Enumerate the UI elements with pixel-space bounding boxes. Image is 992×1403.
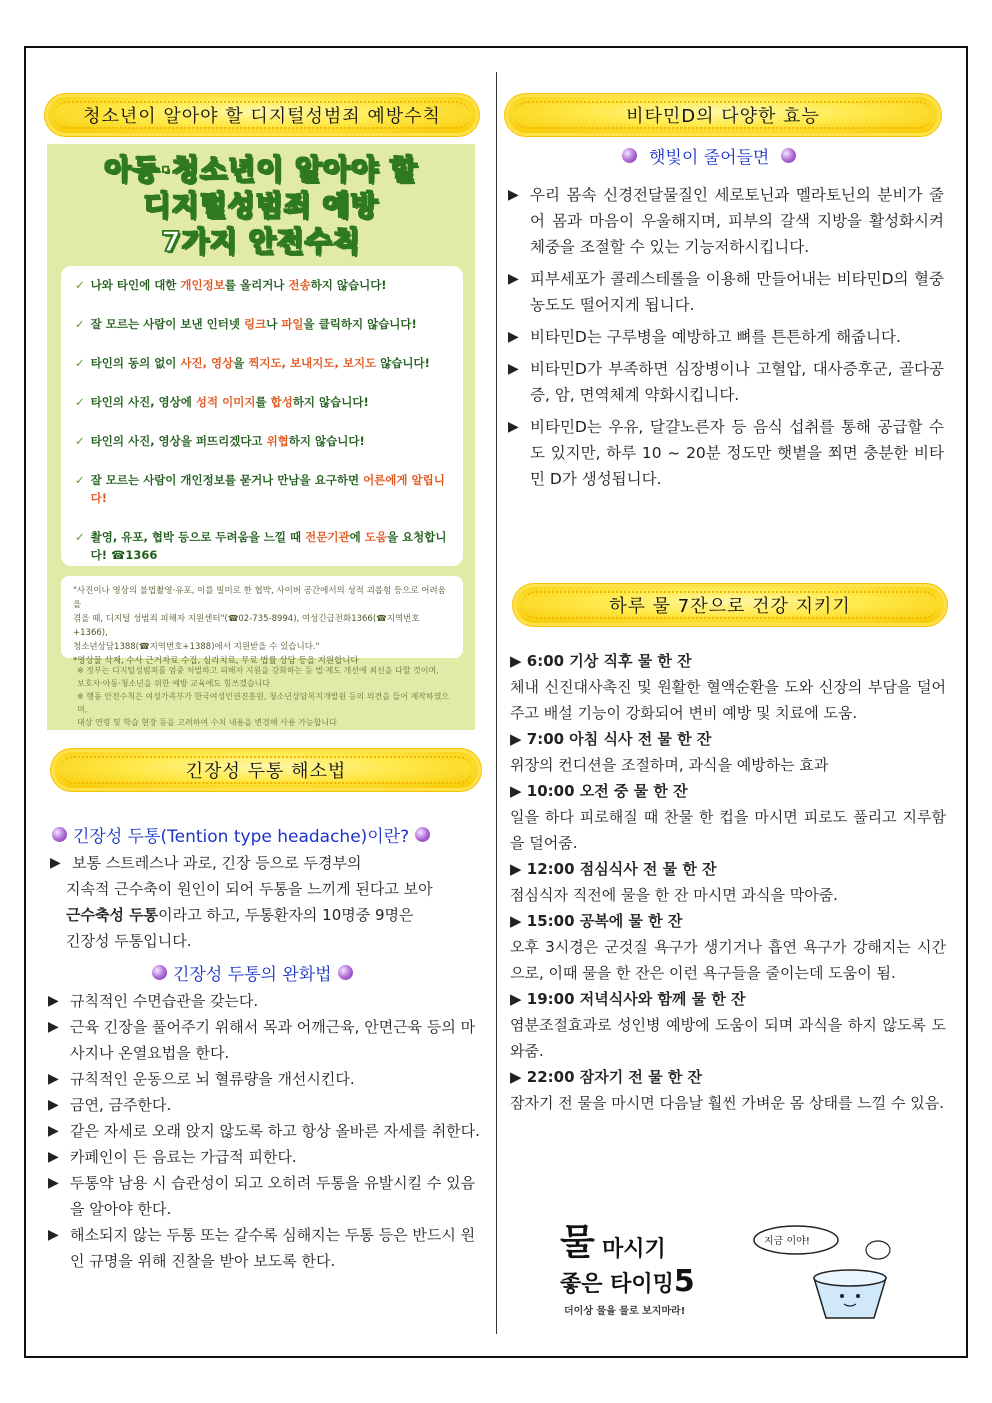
gem-icon [781,148,796,163]
gem-icon [152,965,167,980]
bullet-icon: ▶ [508,361,519,377]
list-item: ▶ 규칙적인 수면습관을 갖는다. [48,988,486,1014]
bullet-icon: ▶ [510,652,527,670]
list-item: ▶ 비타민D가 부족하면 심장병이나 고혈압, 대사증후군, 골다공증, 암, 면역체계 약화시킵니다. [508,356,944,408]
water-time-heading: ▶ 12:00 점심식사 전 물 한 잔 [510,860,717,878]
bullet-icon: ▶ [508,419,519,435]
water-time-heading: ▶ 15:00 공복에 물 한 잔 [510,912,683,930]
bullet-icon: ▶ [48,1019,59,1035]
gem-icon [415,827,430,842]
list-item: ▶ 같은 자세로 오래 앉지 않도록 하고 항상 올바른 자세를 취한다. [48,1118,486,1144]
bullet-icon: ▶ [48,1097,59,1113]
bullet-icon: ▶ [50,855,61,871]
check-icon: ✓ [75,356,85,370]
bullet-icon: ▶ [48,1071,59,1087]
safety-poster [47,144,475,730]
list-item: ▶ 비타민D는 구루병을 예방하고 뼈를 튼튼하게 해줍니다. [508,324,944,350]
water-time-heading: ▶ 19:00 저녁식사와 함께 물 한 잔 [510,990,746,1008]
list-item: ▶ 피부세포가 콜레스테롤을 이용해 만들어내는 비타민D의 혈중농도도 떨어지게 됩니다. [508,266,944,318]
bullet-icon: ▶ [508,187,519,203]
water-timing-logo: 물 마시기 좋은 타이밍5 지금 이야! 더이상 물을 물로 보지마라! [556,1220,916,1320]
bullet-icon: ▶ [510,1068,527,1086]
water-time-description: 오후 3시경은 군것질 욕구가 생기거나 흡연 욕구가 강해지는 시간으로, 이때 물을 한 잔은 이런 욕구들을 줄이는데 도움이 됨. [510,938,946,982]
check-icon: ✓ [75,317,85,331]
water-time-description: 점심식자 직전에 물을 한 잔 마시면 과식을 막아줌. [510,886,838,904]
header-digital-crime: 청소년이 알아야 할 디지털성범죄 예방수칙 [48,97,476,133]
water-time-description: 위장의 컨디션을 조절하며, 과식을 예방하는 효과 [510,756,829,774]
subhead-headache-definition: 긴장성 두통(Tention type headache)이란? [52,822,430,847]
bullet-icon: ▶ [48,993,59,1009]
list-item: ▶ 카페인이 든 음료는 가급적 피한다. [48,1144,486,1170]
poster-title: 아동·청소년이 알아야 할 디지털성범죄 예방 7가지 안전수칙 [104,153,418,258]
check-icon: ✓ [75,278,85,292]
bullet-icon: ▶ [48,1175,59,1191]
poster-rule-item: ✓ 타인의 사진, 영상을 퍼뜨리겠다고 위협하지 않습니다! [75,434,365,448]
water-time-description: 염분조절효과로 성인병 예방에 도움이 되며 과식을 하지 않도록 도와줌. [510,1016,946,1060]
water-time-description: 잠자기 전 물을 마시면 다음날 훨씬 가벼운 몸 상태를 느낄 수 있음. [510,1094,944,1112]
poster-rule-item: ✓ 타인의 사진, 영상에 성적 이미지를 합성하지 않습니다! [75,395,369,409]
water-time-heading: ▶ 6:00 기상 직후 물 한 잔 [510,652,692,670]
gem-icon [622,148,637,163]
bullet-icon: ▶ [510,782,527,800]
poster-note: "사진이나 영상의 불법촬영·유포, 이를 빌미로 한 협박, 사이버 공간에서의 성적 괴롭힘 등으로 어려움을 겪을 때, 디지털 성범죄 피해자 지원센터"(☎02-735-8994), 여성긴급전화1366(☎지역번호+1366), 청소년상담1388(☎지역번호+1388)에서 지원받을 수 있습니다." *영상물 삭제, 수사 근거자료 수집, 심리치료, 무료 법률 상담 등을 지원합니다 [61,576,463,658]
bullet-icon: ▶ [510,990,527,1008]
bullet-icon: ▶ [510,730,527,748]
poster-rules-box [61,266,463,566]
vitamin-d-list [508,182,944,498]
check-icon: ✓ [75,530,85,544]
list-item: ▶ 근육 긴장을 풀어주기 위해서 목과 어깨근육, 안면근육 등의 마사지나 온열요법을 한다. [48,1014,486,1066]
gem-icon [338,965,353,980]
list-item: ▶ 규칙적인 운동으로 뇌 혈류량을 개선시킨다. [48,1066,486,1092]
water-time-description: 체내 신진대사촉진 및 원활한 혈액순환을 도와 신장의 부담을 덜어 주고 배설 기능이 강화되어 변비 예방 및 치료에 도움. [510,678,946,722]
water-time-heading: ▶ 22:00 잠자기 전 물 한 잔 [510,1068,703,1086]
column-divider [496,72,497,1334]
subhead-headache-relief: 긴장성 두통의 완화법 [152,960,353,985]
check-icon: ✓ [75,395,85,409]
bullet-icon: ▶ [48,1149,59,1165]
list-item: ▶ 우리 몸속 신경전달물질인 세로토닌과 멜라토닌의 분비가 줄어 몸과 마음이 우울해지며, 피부의 갈색 지방을 활성화시켜 체중을 조절할 수 있는 기능저하시킵니다. [508,182,944,260]
water-time-description: 일을 하다 피로해질 때 찬물 한 컵을 마시면 피로도 풀리고 지루함을 덜어줌. [510,808,946,852]
check-icon: ✓ [75,473,85,487]
water-time-heading: ▶ 10:00 오전 중 물 한 잔 [510,782,688,800]
poster-rule-item: ✓ 나와 타인에 대한 개인정보를 올리거나 전송하지 않습니다! [75,278,387,292]
bullet-icon: ▶ [508,329,519,345]
list-item: ▶ 금연, 금주한다. [48,1092,486,1118]
bullet-icon: ▶ [510,912,527,930]
poster-rule-item: ✓ 잘 모르는 사람이 보낸 인터넷 링크나 파일을 클릭하지 않습니다! [75,317,417,331]
header-water: 하루 물 7잔으로 건강 지키기 [516,587,944,623]
bullet-icon: ▶ [48,1123,59,1139]
bullet-icon: ▶ [508,271,519,287]
header-vitamin-d: 비타민D의 다양한 효능 [508,97,938,133]
poster-rule-item: ✓ 타인의 동의 없이 사진, 영상을 찍지도, 보내지도, 보지도 않습니다! [75,356,430,370]
water-time-heading: ▶ 7:00 아침 식사 전 물 한 잔 [510,730,712,748]
headache-definition: ▶ 보통 스트레스나 과로, 긴장 등으로 두경부의 지속적 근수축이 원인이 되어 두통을 느끼게 된다고 보아 근수축성 두통이라고 하고, 두통환자의 10명중 9명은 긴장성 두통입니다. [50,850,486,954]
poster-rule-item: ✓ 촬영, 유포, 협박 등으로 두려움을 느낄 때 전문기관에 도움을 요청합니다! ☎1366 [75,530,447,562]
bullet-icon: ▶ [48,1227,59,1243]
gem-icon [52,827,67,842]
header-headache: 긴장성 두통 해소법 [54,752,478,788]
subhead-sunlight: 햇빛이 줄어들면 [622,143,796,168]
poster-rule-item: ✓ 잘 모르는 사람이 개인정보를 묻거나 만남을 요구하면 어른에게 알립니다! [75,473,445,505]
check-icon: ✓ [75,434,85,448]
bullet-icon: ▶ [510,860,527,878]
list-item: ▶ 두통약 남용 시 습관성이 되고 오히려 두통을 유발시킬 수 있음을 알아야 한다. [48,1170,486,1222]
list-item: ▶ 비타민D는 우유, 달걀노른자 등 음식 섭취를 통해 공급할 수도 있지만, 하루 10 ~ 20분 정도만 햇볕을 쬐면 충분한 비타민 D가 생성됩니다. [508,414,944,492]
poster-footnote: ※ 정부는 디지털성범죄를 엄중 처벌하고 피해자 지원을 강화하는 등 법·제도 개선에 최선을 다할 것이며, 보호자·아동·청소년을 위한 예방 교육에도 힘쓰겠습니다 ※ 행동 안전수칙은 여성가족부가 한국여성인권진흥원, 청소년상담복지개발원 등의 의견을 들어 제작하였으며, 대상 연령 및 학습 현장 등을 고려하여 수치 내용을 변경해 사용 가능합니다 [77,666,450,727]
water-schedule [510,648,946,1116]
headache-relief-list [48,988,486,1274]
list-item: ▶ 해소되지 않는 두통 또는 갈수록 심해지는 두통 등은 반드시 원인 규명을 위해 진찰을 받아 보도록 한다. [48,1222,486,1274]
